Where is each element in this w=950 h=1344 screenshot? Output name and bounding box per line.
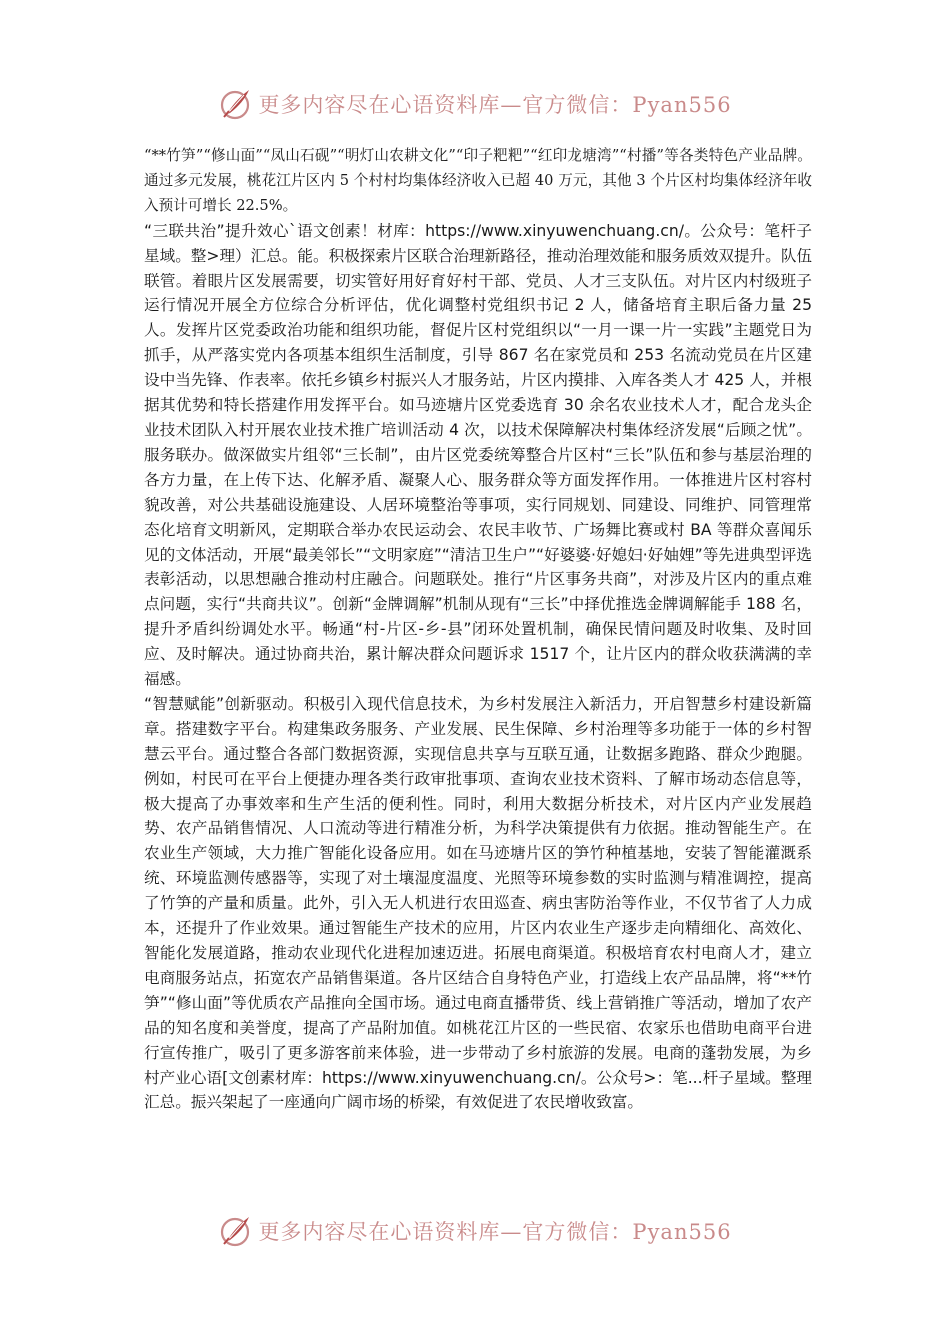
feather-pen-icon (218, 1213, 254, 1249)
paragraph-smart-empowerment: “智慧赋能”创新驱动。积极引入现代信息技术，为乡村发展注入新活力，开启智慧乡村建设新篇章。搭建数字平台。构建集政务服务、产业发展、民生保障、乡村治理等多功能于一体的乡村智慧云平台。通过整合各部门数据资源，实现信息共享与互联互通，让数据多跑路、群众少跑腿。例如，村民可在平台上便捷办理各类行政审批事项、查询农业技术资料、了解市场动态信息等，极大提高了办事效率和生产生活的便利性。同时，利用大数据分析技术，对片区内产业发展趋势、农产品销售情况、人口流动等进行精准分析，为科学决策提供有力依据。推动智能生产。在农业生产领域，大力推广智能化设备应用。如在马迹塘片区的笋竹种植基地，安装了智能灌溉系统、环境监测传感器等，实现了对土壤湿度温度、光照等环境参数的实时监测与精准调控，提高了竹笋的产量和质量。此外，引入无人机进行农田巡查、病虫害防治等作业，不仅节省了人力成本，还提升了作业效果。通过智能生产技术的应用，片区内农业生产逐步走向精细化、高效化、智能化发展道路，推动农业现代化进程加速迈进。拓展电商渠道。积极培育农村电商人才，建立电商服务站点，拓宽农产品销售渠道。各片区结合自身特色产业，打造线上农产品品牌，将“**竹笋”“修山面”等优质农产品推向全国市场。通过电商直播带货、线上营销推广等活动，增加了农产品的知名度和美誉度，提高了产品附加值。如桃花江片区的一些民宿、农家乐也借助电商平台进行宣传推广，吸引了更多游客前来体验，进一步带动了乡村旅游的发展。电商的蓬勃发展，为乡村产业心语[文创素材库：https://www.xinyuwenchuang.cn/。公众号>：笔...杆子星域。整理汇总。振兴架起了一座通向广阔市场的桥梁，有效促进了农民增收致富。 (144, 694, 812, 1112)
document-body (144, 144, 812, 1115)
watermark-text: 更多内容尽在心语资料库—官方微信：Pyan556 (258, 1220, 732, 1244)
feather-pen-icon (218, 86, 254, 122)
header-watermark-banner (0, 84, 950, 124)
footer-watermark-banner (0, 1211, 950, 1251)
paragraph-industry-brands: “**竹笋”“修山面”“凤山石砚”“明灯山农耕文化”“印子粑粑”“红印龙塘湾”“村播”等各类特色产业品牌。通过多元发展，桃花江片区内 5 个村村均集体经济收入已超 40 万元，其他 3 个片区村均集体经济年收入预计可增长 22.5%。 (144, 147, 812, 214)
watermark-text: 更多内容尽在心语资料库—官方微信：Pyan556 (258, 93, 732, 117)
paragraph-joint-governance: “三联共治”提升效心`语文创素！材库：https://www.xinyuwenchuang.cn/。公众号：笔杆子星域。整>理）汇总。能。积极探索片区联合治理新路径，推动治理效能和服务质效双提升。队伍联管。着眼片区发展需要，切实管好用好育好村干部、党员、人才三支队伍。对片区内村级班子运行情况开展全方位综合分析评估，优化调整村党组织书记 2 人，储备培育主职后备力量 25 人。发挥片区党委政治功能和组织功能，督促片区村党组织以“一月一课一片一实践”主题党日为抓手，从严落实党内各项基本组织生活制度，引导 867 名在家党员和 253 名流动党员在片区建设中当先锋、作表率。依托乡镇乡村振兴人才服务站，片区内摸排、入库各类人才 425 人，并根据其优势和特长搭建作用发挥平台。如马迹塘片区党委选育 30 余名农业技术人才，配合龙头企业技术团队入村开展农业技术推广培训活动 4 次，以技术保障解决村集体经济发展“后顾之忧”。服务联办。做深做实片组邻“三长制”，由片区党委统筹整合片区村“三长”队伍和参与基层治理的各方力量，在上传下达、化解矛盾、凝聚人心、服务群众等方面发挥作用。一体推进片区村容村貌改善，对公共基础设施建设、人居环境整治等事项，实行同规划、同建设、同维护、同管理常态化培育文明新风，定期联合举办农民运动会、农民丰收节、广场舞比赛或村 BA 等群众喜闻乐见的文体活动，开展“最美邻长”“文明家庭”“清洁卫生户”“好婆婆·好媳妇·好妯娌”等先进典型评选表彰活动，以思想融合推动村庄融合。问题联处。推行“片区事务共商”，对涉及片区内的重点难点问题，实行“共商共议”。创新“金牌调解”机制从现有“三长”中择优推选金牌调解能手 188 名，提升矛盾纠纷调处水平。畅通“村-片区-乡-县”闭环处置机制，确保民情问题及时收集、及时回应、及时解决。通过协商共治，累计解决群众问题诉求 1517 个，让片区内的群众收获满满的幸福感。 (144, 221, 813, 689)
